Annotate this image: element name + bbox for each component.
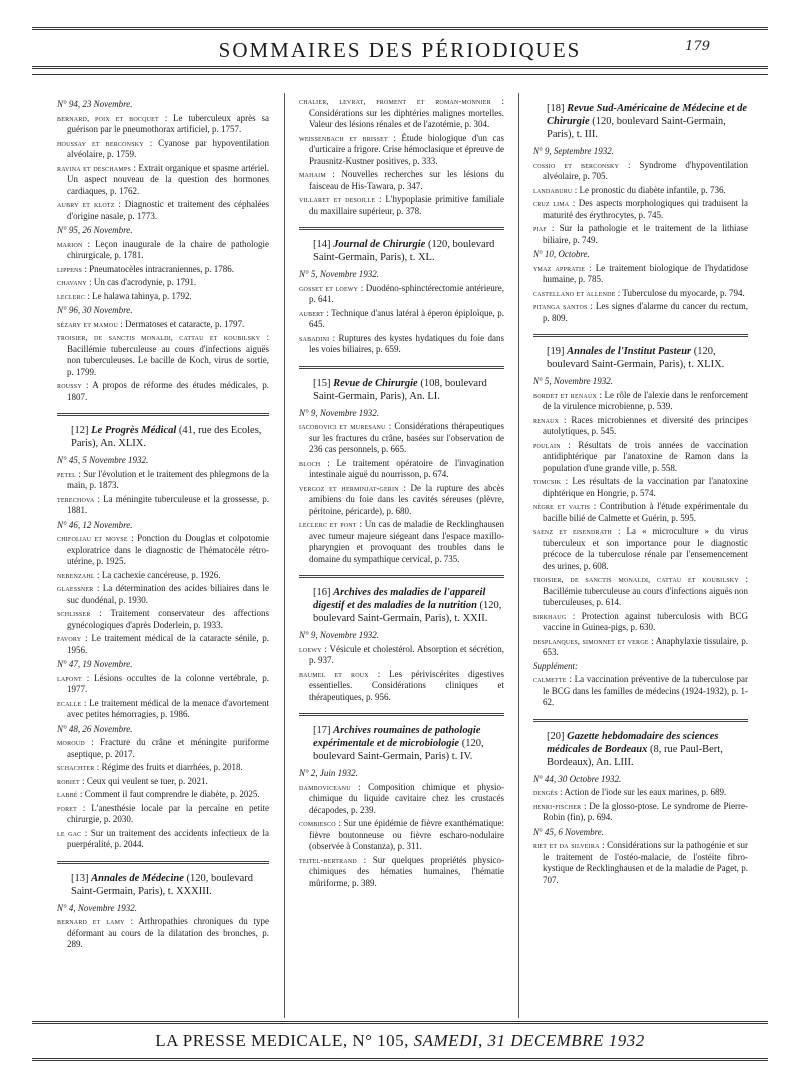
- article-authors: glaessner: [57, 584, 94, 593]
- journal-details: (108, boulevard Saint-Germain, Paris), An. LI.: [313, 377, 487, 402]
- article-authors: castellano et allende: [533, 288, 616, 298]
- article-entry: vergoz et herminjat-gerin : De la rupture des abcès amibiens du foie dans les cavités séreuses (plèvre, péritoine, péricarde), p. 680.: [299, 482, 504, 516]
- article-authors: bernard et lamy: [57, 917, 125, 926]
- article-title: Un cas de maladie de Recklinghausen avec tumeur majeure siégeant dans l'espace maxillo-pharyngien et provoquant des troubles dans le domaine du sympathique cervical, p. 735.: [309, 519, 504, 564]
- article-title: Contribution à l'étude expérimentale du bacille bilié de Calmette et Guérin, p. 595.: [543, 501, 748, 523]
- section-separator: [299, 575, 504, 578]
- article-authors: houssay et berconsky: [57, 138, 144, 148]
- journal-number: [17]: [313, 725, 331, 736]
- article-title: Sur l'évolution et le traitement des phlegmons de la main, p. 1873.: [67, 468, 269, 490]
- article-authors: ymaz appratie: [533, 263, 586, 273]
- article-entry: landaburu : Le pronostic du diabète infantile, p. 736.: [533, 184, 726, 195]
- issue-heading: N° 2, Juin 1932.: [299, 768, 358, 778]
- article-title: Considérations sur les diphtéries malignes mortelles. Valeur des lésions rénales et de l'azotémie, p. 304.: [309, 107, 504, 129]
- article-authors: vergoz et herminjat-gerin: [299, 483, 399, 493]
- issue-heading: N° 96, 30 Novembre.: [57, 305, 133, 315]
- journal-number: [14]: [313, 239, 331, 250]
- article-authors: terechova: [57, 494, 95, 504]
- article-title: Arthropathies chroniques du type déformant au cours de la dilatation des bronches, p. 289.: [67, 916, 269, 949]
- article-entry: aubert : Technique d'anus latéral à éperon épiploïque, p. 645.: [299, 307, 504, 329]
- journal-number: [18]: [547, 103, 565, 114]
- journal-name: Revue Sud-Américaine de Médecine et de Chirurgie: [547, 103, 748, 127]
- journal-heading: [299, 238, 504, 264]
- article-entry: dengès : Action de l'iode sur les eaux marines, p. 689.: [533, 787, 727, 797]
- column-divider-left: [284, 93, 285, 1018]
- article-authors: ecalle: [57, 698, 82, 708]
- article-entry: sézary et mamou : Dermatoses et cataracte, p. 1797.: [57, 318, 245, 329]
- article-entry: calmette : La vaccination préventive de la tuberculose par le BCG dans les familles de médecins (1924-1932), p. 1-62.: [533, 674, 748, 707]
- article-title: Résultats de trois années de vaccination antidiphtérique par l'anatoxine de Ramon dans la population d'une grande ville, p. 558.: [543, 439, 748, 473]
- article-authors: favory: [57, 634, 82, 643]
- article-authors: tomcsik: [533, 477, 562, 486]
- issue-heading: N° 46, 12 Novembre.: [57, 519, 133, 530]
- page-number: 179: [685, 39, 710, 54]
- section-separator: [533, 334, 748, 337]
- article-entry: damboviceanu : Composition chimique et physio-chimique du liquide cavitaire chez les crustacés décapodes, p. 239.: [299, 781, 504, 815]
- article-authors: desplanques, simonnet et verge: [533, 636, 649, 646]
- article-title: Le traitement biologique de l'hydatidose humaine, p. 785.: [543, 262, 748, 284]
- footer-top-rule: [32, 1021, 768, 1024]
- article-authors: baumel et roux: [299, 669, 369, 679]
- journal-details: (8, rue Paul-Bert, Bordeaux), An. LIII.: [547, 743, 723, 768]
- article-entry: renaux : Races microbiennes et diversité des principes autolytiques, p. 545.: [533, 414, 748, 436]
- journal-details: (120, boulevard Saint-Germain, Paris), t. XXII.: [313, 600, 502, 624]
- article-authors: bloch: [299, 458, 321, 468]
- article-entry: baumel et roux : Les périviscérites digestives essentielles. Considérations cliniques et thérapeutiques, p. 956.: [299, 668, 504, 702]
- article-authors: poulain: [533, 440, 561, 450]
- article-entry: foret : L'anesthésie locale par la percaïne en petite chirurgie, p. 2030.: [57, 802, 269, 824]
- article-entry: chalier, levrat, froment et roman-monnier : Considérations sur les diphtéries malignes mortelles. Valeur des lésions rénales et de l'azotémie, p. 304.: [299, 96, 504, 129]
- footer-date: 31 DECEMBRE 1932: [487, 1031, 645, 1050]
- header-top-rule: [32, 27, 768, 30]
- article-authors: lippens: [57, 264, 83, 274]
- journal-name: Le Progrès Médical: [91, 425, 177, 436]
- article-title: Syndrome d'hypoventilation alvéolaire, p. 705.: [543, 159, 748, 181]
- article-authors: roussy: [57, 381, 82, 390]
- journal-details: (120, boulevard Saint-Germain, Paris), t. XXXIII.: [71, 872, 253, 897]
- article-title: Diagnostic et traitement des céphalées d'origine nasale, p. 1773.: [67, 199, 269, 221]
- article-title: Le traitement médical de la menace d'avortement avec petites hémorragies, p. 1986.: [67, 697, 269, 719]
- article-authors: villaret et desoille: [299, 195, 376, 204]
- article-entry: iacobovici et muresanu : Considérations thérapeutiques sur les fractures du crâne, basées sur l'observation de 236 cas personnels, p. 665.: [299, 421, 504, 454]
- article-entry: moroud : Fracture du crâne et méningite puriforme aseptique, p. 2017.: [57, 737, 269, 759]
- article-authors: sabadini: [299, 333, 330, 343]
- journal-details: (120, boulevard Saint-Germain, Paris), t. XL.: [313, 239, 495, 263]
- issue-heading: N° 94, 23 Novembre.: [57, 99, 133, 109]
- article-entry: leclerc et pont : Un cas de maladie de Recklinghausen avec tumeur majeure siégeant dans l'espace maxillo-pharyngien et provoquant des troubles dans le domaine du sympathique cervical, p. 735.: [299, 519, 504, 564]
- article-title: Composition chimique et physio-chimique du liquide cavitaire chez les crustacés décapodes, p. 239.: [309, 781, 504, 815]
- article-title: Ceux qui veulent se tuer, p. 2021.: [86, 775, 208, 786]
- journal-heading: [533, 102, 748, 141]
- section-separator: [299, 366, 504, 369]
- article-authors: gosset et loewy: [299, 283, 359, 293]
- article-entry: desplanques, simonnet et verge : Anaphylaxie tissulaire, p. 653.: [533, 635, 748, 657]
- article-entry: houssay et berconsky : Cyanose par hypoventilation alvéolaire, p. 1759.: [57, 137, 269, 159]
- article-authors: saenz et eisendrath: [533, 527, 612, 536]
- article-title: La cachexie cancéreuse, p. 1926.: [101, 569, 221, 580]
- journal-name: Journal de Chirurgie: [333, 239, 426, 250]
- article-title: Des aspects morphologiques qui traduisent la maturité des érythrocytes, p. 745.: [543, 198, 748, 220]
- article-entry: cossio et berconsky : Syndrome d'hypoventilation alvéolaire, p. 705.: [533, 159, 748, 181]
- column-2: [299, 96, 504, 891]
- article-entry: henri-fischer : De la glosso-ptose. Le syndrome de Pierre-Robin (fin), p. 694.: [533, 800, 748, 822]
- section-separator: [57, 861, 269, 864]
- issue-heading: N° 5, Novembre 1932.: [299, 269, 380, 279]
- journal-name: Archives roumaines de pathologie expérimentale et de microbiologie: [313, 725, 481, 749]
- article-entry: chavany : Un cas d'acrodynie, p. 1791.: [57, 277, 197, 287]
- article-authors: robiet: [57, 776, 80, 786]
- article-title: Les résultats de la vaccination par l'anatoxine diphtérique en Hongrie, p. 574.: [543, 476, 748, 498]
- article-title: Bacillémie tuberculeuse au cours d'infections aiguës non tuberculeuses. Le bacille de Koch, virus de sortie, p. 1799.: [67, 343, 269, 377]
- column-3: [533, 96, 748, 888]
- journal-name: Gazette hebdomadaire des sciences médicales de Bordeaux: [547, 730, 719, 755]
- article-title: Le traitement opératoire de l'invagination intestinale aiguë du nourrisson, p. 674.: [309, 457, 504, 479]
- article-title: Action de l'iode sur les eaux marines, p. 689.: [564, 787, 727, 797]
- journal-details: (41, rue des Ecoles, Paris), An. XLIX.: [71, 425, 262, 449]
- article-authors: lapont: [57, 673, 82, 683]
- article-entry: petel : Sur l'évolution et le traitement des phlegmons de la main, p. 1873.: [57, 468, 269, 490]
- journal-heading: [57, 424, 269, 450]
- issue-heading: N° 47, 19 Novembre.: [57, 659, 133, 669]
- article-title: Fracture du crâne et méningite puriforme aseptique, p. 2017.: [67, 737, 269, 759]
- article-entry: nebenzahl : La cachexie cancéreuse, p. 1926.: [57, 569, 221, 580]
- article-entry: troisier, de sanctis monaldi, cattau et koubilsky : Bacillémie tuberculeuse au cours d'infections aiguës non tuberculeuses, p. 614.: [533, 574, 748, 607]
- article-authors: leclerc: [57, 291, 86, 301]
- article-title: Un cas d'acrodynie, p. 1791.: [93, 277, 197, 287]
- article-entry: tomcsik : Les résultats de la vaccination par l'anatoxine diphtérique en Hongrie, p. 574.: [533, 476, 748, 498]
- article-authors: loewy: [299, 644, 322, 654]
- article-title: Le traitement médical de la cataracte sénile, p. 1956.: [67, 633, 269, 655]
- article-entry: roussy : A propos de réforme des études médicales, p. 1807.: [57, 380, 269, 402]
- section-separator: [299, 227, 504, 230]
- article-title: La détermination des acides biliaires dans le suc duodénal, p. 1930.: [67, 583, 269, 605]
- article-entry: poulain : Résultats de trois années de vaccination antidiphtérique par l'anatoxine de Ramon dans la population d'une grande ville, p. 558.: [533, 439, 748, 473]
- issue-heading: N° 44, 30 Octobre 1932.: [533, 773, 622, 784]
- journal-heading: [533, 730, 748, 769]
- article-authors: le gac: [57, 828, 82, 838]
- article-authors: foret: [57, 803, 78, 813]
- issue-heading: N° 5, Novembre 1932.: [533, 376, 614, 386]
- article-authors: chalier, levrat, froment et roman-monnier: [299, 97, 491, 106]
- article-title: A propos de réforme des études médicales, p. 1807.: [67, 380, 269, 402]
- issue-heading: N° 45, 5 Novembre 1932.: [57, 455, 149, 465]
- article-authors: aubry et klotz: [57, 200, 115, 209]
- footer-day: SAMEDI: [413, 1031, 479, 1050]
- article-title: Pneumatocèles intracraniennes, p. 1786.: [89, 263, 235, 274]
- article-title: Les périviscérites digestives essentielles. Considérations cliniques et thérapeutiques, p. 956.: [309, 668, 504, 702]
- article-entry: sabadini : Ruptures des kystes hydatiques du foie dans les voies biliaires, p. 659.: [299, 332, 504, 354]
- journal-details: (120, boulevard Saint-Germain, Paris), t. III.: [547, 116, 726, 140]
- article-authors: schlisser: [57, 609, 91, 618]
- article-title: Duodéno-sphinctérectomie antérieure, p. 641.: [309, 282, 504, 304]
- issue-heading: N° 4, Novembre 1932.: [57, 902, 138, 913]
- issue-heading: N° 45, 6 Novembre.: [533, 826, 605, 837]
- article-entry: bordet et renaux : Le rôle de l'alexie dans le renforcement de la virulence microbienne, p. 539.: [533, 389, 748, 411]
- article-authors: bernard, poix et bocquet: [57, 113, 159, 123]
- article-title: Technique d'anus latéral à éperon épiploïque, p. 645.: [309, 307, 504, 329]
- article-entry: cruz lima : Des aspects morphologiques qui traduisent la maturité des érythrocytes, p. 745.: [533, 198, 748, 220]
- header-thin-rule: [32, 74, 768, 75]
- article-title: Régime des fruits et diarrhées, p. 2018.: [101, 762, 243, 772]
- article-title: La « microculture » du virus tuberculeux et son importance pour le diagnostic précoce de la tuberculose rénale par l'ensemencement des urines, p. 608.: [543, 526, 748, 571]
- article-title: Protection against tuberculosis with BCG vaccine in Guinea-pigs, p. 630.: [543, 610, 748, 632]
- article-title: Considérations thérapeutiques sur les fractures du crâne, basées sur l'observation de 236 cas personnels, p. 665.: [309, 421, 504, 454]
- article-entry: ymaz appratie : Le traitement biologique de l'hydatidose humaine, p. 785.: [533, 262, 748, 284]
- article-entry: troisier, de sanctis monaldi, cattau et koubilsky : Bacillémie tuberculeuse au cours d'infections aiguës non tuberculeuses. Le bacille de Koch, virus de sortie, p. 1799.: [57, 332, 269, 377]
- journal-heading: [299, 586, 504, 625]
- article-authors: teitel-bertrand: [299, 855, 357, 865]
- article-authors: piaf: [533, 224, 547, 233]
- article-authors: labbé: [57, 790, 78, 799]
- article-title: Races microbiennes et diversité des principes autolytiques, p. 545.: [543, 414, 748, 436]
- journal-name: Annales de l'Institut Pasteur: [567, 346, 692, 357]
- issue-heading: N° 48, 26 Novembre.: [57, 723, 133, 734]
- article-authors: calmette: [533, 675, 567, 684]
- article-authors: troisier, de sanctis monaldi, cattau et koubilsky: [533, 575, 739, 584]
- footer-publication: LA PRESSE MEDICALE: [155, 1031, 343, 1050]
- article-entry: nègre et valtis : Contribution à l'étude expérimentale du bacille bilié de Calmette et Guérin, p. 595.: [533, 501, 748, 523]
- article-authors: dengès: [533, 788, 558, 797]
- issue-heading: N° 9, Novembre 1932.: [299, 630, 380, 640]
- article-authors: chifoliau et moyse: [57, 534, 128, 543]
- journal-name: Annales de Médecine: [91, 872, 184, 884]
- article-title: La méningite tuberculeuse et la grossesse, p. 1881.: [67, 493, 269, 515]
- article-entry: ecalle : Le traitement médical de la menace d'avortement avec petites hémorragies, p. 1986.: [57, 697, 269, 719]
- article-authors: henri-fischer: [533, 801, 582, 811]
- article-entry: bloch : Le traitement opératoire de l'invagination intestinale aiguë du nourrisson, p. 674.: [299, 457, 504, 479]
- article-entry: loewy : Vésicule et cholestérol. Absorption et sécrétion, p. 937.: [299, 643, 504, 665]
- article-title: Cyanose par hypoventilation alvéolaire, p. 1759.: [67, 137, 269, 159]
- journal-heading: [533, 345, 748, 371]
- article-authors: moroud: [57, 738, 85, 747]
- article-authors: ravina et deschamps: [57, 163, 132, 173]
- footer-bottom-rule: [32, 1058, 768, 1061]
- article-entry: robiet : Ceux qui veulent se tuer, p. 2021.: [57, 775, 208, 786]
- supplement-heading: Supplément:: [533, 660, 578, 671]
- article-authors: cruz lima: [533, 199, 570, 208]
- article-title: Sur la pathologie et le traitement de la lithiase biliaire, p. 749.: [543, 223, 748, 245]
- article-title: Dermatoses et cataracte, p. 1797.: [125, 318, 245, 329]
- article-authors: mahaim: [299, 170, 326, 179]
- article-entry: lapont : Lésions occultes de la colonne vertébrale, p. 1977.: [57, 672, 269, 694]
- article-title: Le halawa tahinya, p. 1792.: [92, 290, 192, 301]
- article-entry: weissenbach et brisset : Étude biologique d'un cas d'urticaire a frigore. Crise hémoclasique et épreuve de Prausnitz-Kustner positives, p. 333.: [299, 132, 504, 166]
- journal-number: [16]: [313, 587, 331, 598]
- article-entry: labbé : Comment il faut comprendre le diabète, p. 2025.: [57, 789, 260, 799]
- article-authors: sézary et mamou: [57, 319, 119, 329]
- issue-heading: N° 9, Novembre 1932.: [299, 407, 380, 418]
- article-entry: saenz et eisendrath : La « microculture » du virus tuberculeux et son importance pour le diagnostic précoce de la tuberculose rénale par l'ensemencement des urines, p. 608.: [533, 526, 748, 571]
- article-authors: birkhaug: [533, 611, 567, 621]
- article-title: Sur une épidémie de fièvre exanthématique: fièvre boutonneuse ou fièvre escharo-nodulaire (observée à Constanza), p. 311.: [309, 818, 504, 851]
- journal-number: [13]: [71, 872, 89, 884]
- article-entry: aubry et klotz : Diagnostic et traitement des céphalées d'origine nasale, p. 1773.: [57, 199, 269, 221]
- article-authors: aubert: [299, 308, 324, 318]
- article-entry: leclerc : Le halawa tahinya, p. 1792.: [57, 290, 192, 301]
- article-title: De la glosso-ptose. Le syndrome de Pierre-Robin (fin), p. 694.: [543, 800, 748, 822]
- article-entry: schachter : Régime des fruits et diarrhées, p. 2018.: [57, 762, 243, 772]
- article-title: Nouvelles recherches sur les lésions du faisceau de His-Tawara, p. 347.: [309, 169, 504, 191]
- article-entry: ravina et deschamps : Extrait organique et spasme artériel. Un aspect nouveau de la question des hormones cardiaques, p. 1762.: [57, 162, 269, 196]
- article-title: Vésicule et cholestérol. Absorption et sécrétion, p. 937.: [309, 643, 504, 665]
- article-title: Comment il faut comprendre le diabète, p. 2025.: [84, 789, 260, 799]
- article-entry: glaessner : La détermination des acides biliaires dans le suc duodénal, p. 1930.: [57, 583, 269, 605]
- article-authors: schachter: [57, 763, 95, 772]
- article-entry: terechova : La méningite tuberculeuse et la grossesse, p. 1881.: [57, 493, 269, 515]
- journal-heading: [57, 872, 269, 898]
- article-authors: riet et da silveira: [533, 841, 600, 850]
- article-authors: bordet et renaux: [533, 390, 598, 400]
- journal-name: Archives des maladies de l'appareil digestif et des maladies de la nutrition: [313, 587, 486, 611]
- journal-details: (120, boulevard Saint-Germain, Paris), t. XLIX.: [547, 346, 725, 370]
- article-title: Lésions occultes de la colonne vertébrale, p. 1977.: [67, 672, 269, 694]
- article-entry: birkhaug : Protection against tuberculosis with BCG vaccine in Guinea-pigs, p. 630.: [533, 610, 748, 632]
- header-bottom-rule: [32, 66, 768, 69]
- issue-heading: N° 9, Septembre 1932.: [533, 146, 615, 156]
- journal-number: [12]: [71, 425, 89, 436]
- article-entry: riet et da silveira : Considérations sur la pathogénie et sur le traitement de l'ostéo-malacie, de l'ostéite fibro-kystique de Recklinghausen et de la maladie de Paget, p. 707.: [533, 840, 748, 885]
- article-authors: petel: [57, 469, 76, 479]
- journal-name: Revue de Chirurgie: [333, 377, 418, 389]
- section-separator: [299, 713, 504, 716]
- article-title: L'hypoplasie primitive familiale du maxillaire supérieur, p. 378.: [309, 194, 504, 216]
- article-title: Le tuberculeux après sa guérison par le pneumothorax artificiel, p. 1757.: [67, 112, 269, 134]
- article-title: Les signes d'alarme du cancer du rectum, p. 809.: [543, 301, 748, 323]
- article-entry: mahaim : Nouvelles recherches sur les lésions du faisceau de His-Tawara, p. 347.: [299, 169, 504, 191]
- article-authors: landaburu: [533, 185, 573, 195]
- article-authors: renaux: [533, 415, 560, 425]
- article-title: L'anesthésie locale par la percaïne en petite chirurgie, p. 2030.: [67, 802, 269, 824]
- journal-heading: [299, 377, 504, 403]
- article-title: Bacillémie tuberculeuse au cours d'infections aiguës non tuberculeuses, p. 614.: [543, 585, 748, 607]
- article-title: Le rôle de l'alexie dans le renforcement de la virulence microbienne, p. 539.: [543, 389, 748, 411]
- article-authors: weissenbach et brisset: [299, 133, 388, 143]
- article-title: Sur un traitement des accidents infectieux de la puerpéralité, p. 2044.: [67, 827, 269, 849]
- article-entry: marion : Leçon inaugurale de la chaire de pathologie chirurgicale, p. 1781.: [57, 238, 269, 260]
- journal-details: (120, boulevard Saint-Germain, Paris) t. IV.: [313, 738, 484, 762]
- article-entry: teitel-bertrand : Sur quelques propriétés physico-chimiques des hématies humaines, l'hématie mûriforme, p. 389.: [299, 854, 504, 888]
- page-header-title: SOMMAIRES DES PÉRIODIQUES: [218, 38, 582, 62]
- article-authors: pitanga santos: [533, 302, 588, 311]
- article-authors: damboviceanu: [299, 782, 351, 792]
- article-entry: castellano et allende : Tuberculose du myocarde, p. 794.: [533, 287, 745, 298]
- article-title: Sur quelques propriétés physico-chimiques des hématies humaines, l'hématie mûriforme, p. 389.: [309, 854, 504, 888]
- article-entry: combiesco : Sur une épidémie de fièvre exanthématique: fièvre boutonneuse ou fièvre escharo-nodulaire (observée à Constanza), p. 311.: [299, 818, 504, 851]
- article-entry: pitanga santos : Les signes d'alarme du cancer du rectum, p. 809.: [533, 301, 748, 323]
- column-divider-right: [518, 93, 519, 1018]
- article-title: Considérations sur la pathogénie et sur le traitement de l'ostéo-malacie, de l'ostéite fibro-kystique de Recklinghausen et de la maladie de Paget, p. 707.: [543, 840, 748, 885]
- article-authors: iacobovici et muresanu: [299, 422, 386, 431]
- article-title: La vaccination préventive de la tuberculose par le BCG dans les familles de médecins (1924-1932), p. 1-62.: [543, 674, 748, 707]
- article-authors: leclerc et pont: [299, 520, 357, 529]
- article-title: Étude biologique d'un cas d'urticaire a frigore. Crise hémoclasique et épreuve de Prausnitz-Kustner positives, p. 333.: [309, 132, 504, 166]
- article-entry: gosset et loewy : Duodéno-sphinctérectomie antérieure, p. 641.: [299, 282, 504, 304]
- journal-number: [19]: [547, 346, 565, 357]
- article-authors: cossio et berconsky: [533, 160, 620, 170]
- issue-heading: N° 10, Octobre.: [533, 249, 590, 259]
- article-title: Ponction du Douglas et colpotomie exploratrice dans le diagnostic de l'hématocèle rétro-utérine, p. 1925.: [67, 533, 269, 566]
- article-authors: chavany: [57, 278, 87, 287]
- article-title: Extrait organique et spasme artériel. Un aspect nouveau de la question des hormones cardiaques, p. 1762.: [67, 162, 269, 196]
- journal-number: [15]: [313, 377, 331, 389]
- section-separator: [57, 413, 269, 416]
- article-title: Anaphylaxie tissulaire, p. 653.: [543, 635, 748, 657]
- article-entry: piaf : Sur la pathologie et le traitement de la lithiase biliaire, p. 749.: [533, 223, 748, 245]
- article-title: Traitement conservateur des affections gynécologiques d'après Doderlein, p. 1933.: [67, 608, 269, 630]
- article-title: De la rupture des abcès amibiens du foie dans les cavités séreuses (plèvre, péritoine, péricarde), p. 680.: [309, 482, 504, 516]
- column-1: [57, 96, 269, 953]
- page-footer: LA PRESSE MEDICALE, N° 105, SAMEDI, 31 DECEMBRE 1932: [155, 1031, 645, 1050]
- section-separator: [533, 719, 748, 722]
- article-title: Ruptures des kystes hydatiques du foie dans les voies biliaires, p. 659.: [309, 332, 504, 354]
- article-entry: villaret et desoille : L'hypoplasie primitive familiale du maxillaire supérieur, p. 378.: [299, 194, 504, 216]
- article-entry: le gac : Sur un traitement des accidents infectieux de la puerpéralité, p. 2044.: [57, 827, 269, 849]
- article-entry: lippens : Pneumatocèles intracraniennes, p. 1786.: [57, 263, 235, 274]
- article-entry: chifoliau et moyse : Ponction du Douglas et colpotomie exploratrice dans le diagnostic de l'hématocèle rétro-utérine, p. 1925.: [57, 533, 269, 566]
- article-entry: bernard et lamy : Arthropathies chroniques du type déformant au cours de la dilatation des bronches, p. 289.: [57, 916, 269, 949]
- article-authors: nebenzahl: [57, 570, 95, 580]
- article-entry: bernard, poix et bocquet : Le tuberculeux après sa guérison par le pneumothorax artificiel, p. 1757.: [57, 112, 269, 134]
- article-entry: favory : Le traitement médical de la cataracte sénile, p. 1956.: [57, 633, 269, 655]
- journal-heading: [299, 724, 504, 763]
- article-title: Tuberculose du myocarde, p. 794.: [622, 287, 745, 298]
- journal-number: [20]: [547, 730, 565, 742]
- footer-issue: N° 105: [352, 1031, 405, 1050]
- article-authors: marion: [57, 239, 83, 249]
- article-authors: nègre et valtis: [533, 502, 591, 511]
- article-title: Le pronostic du diabète infantile, p. 736.: [579, 184, 726, 195]
- article-title: Leçon inaugurale de la chaire de pathologie chirurgicale, p. 1781.: [67, 238, 269, 260]
- article-authors: troisier, de sanctis monaldi, cattau et koubilsky: [57, 333, 261, 342]
- article-authors: combiesco: [299, 819, 336, 828]
- issue-heading: N° 95, 26 Novembre.: [57, 225, 133, 235]
- article-entry: schlisser : Traitement conservateur des affections gynécologiques d'après Doderlein, p. 1933.: [57, 608, 269, 630]
